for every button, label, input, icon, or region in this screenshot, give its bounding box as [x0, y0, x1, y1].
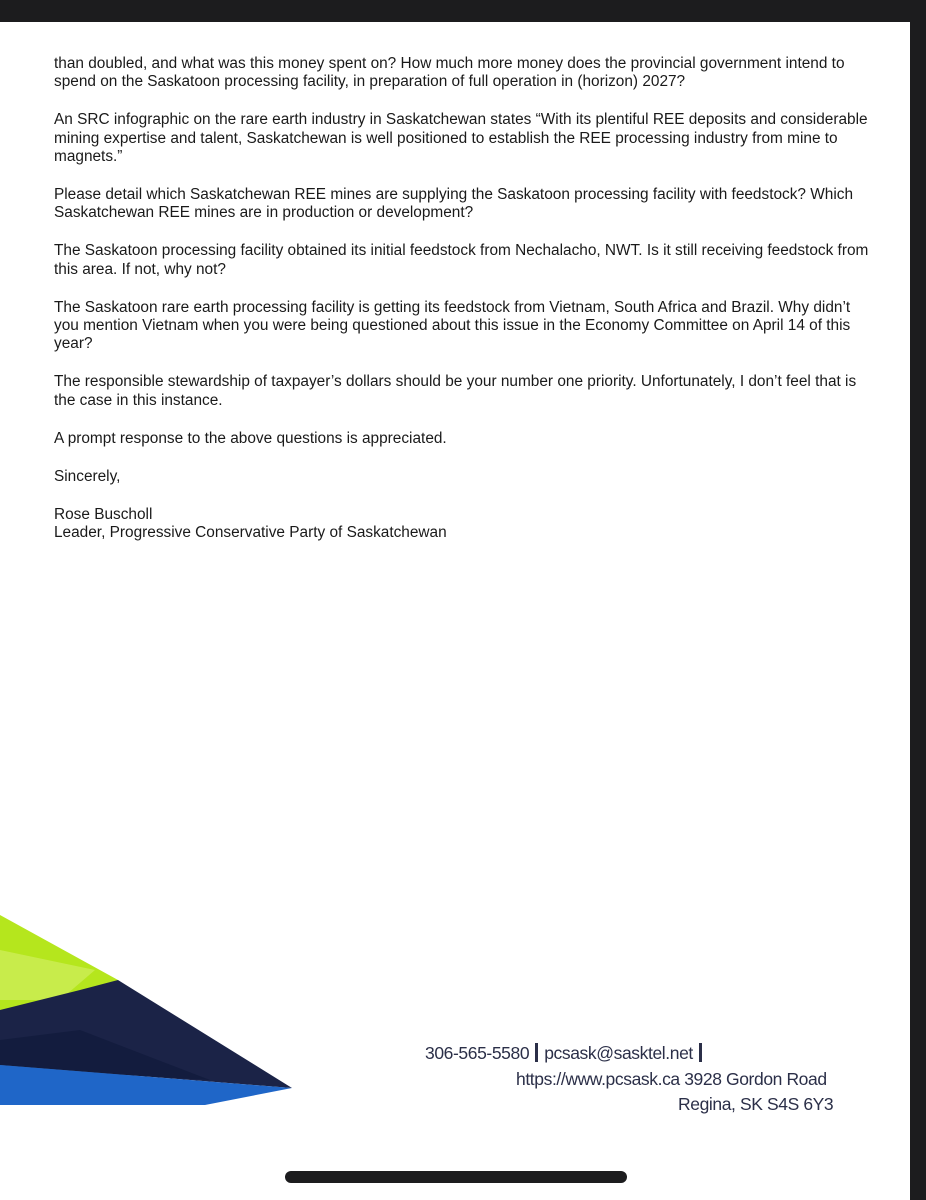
website-link[interactable]: https://www.pcsask.ca	[516, 1069, 680, 1089]
top-bar	[0, 0, 926, 22]
contact-line-3: Regina, SK S4S 6Y3	[678, 1094, 834, 1114]
home-indicator[interactable]	[285, 1171, 627, 1183]
signer-name: Rose Buscholl	[54, 506, 153, 524]
paragraph-6: The responsible stewardship of taxpayer’s dollars should be your number one priority. Unfortunately, I don’t feel that is the case in this instance.	[54, 373, 857, 409]
paragraph-5: The Saskatoon rare earth processing facility is getting its feedstock from Vietnam, South Africa and Brazil. Why didn’t you mention Vietnam when you were being questioned about this issue in the Economy Committee on April 14 of this year?	[54, 298, 851, 353]
paragraph-3: Please detail which Saskatchewan REE mines are supplying the Saskatoon processing facility with feedstock? Which Saskatchewan REE mines are in production or development?	[54, 186, 854, 222]
letterhead-graphic	[0, 890, 300, 1120]
paragraph-1: than doubled, and what was this money spent on? How much more money does the provincial government intend to spend on the Saskatoon processing facility, in preparation of full operation in (horizon) 2027?	[54, 55, 845, 91]
paragraph-2: An SRC infographic on the rare earth industry in Saskatchewan states “With its plentiful REE deposits and considerable mining expertise and talent, Saskatchewan is well positioned to establish the REE processing industry from mine to magnets.”	[54, 111, 868, 165]
paragraph-4: The Saskatoon processing facility obtained its initial feedstock from Nechalacho, NWT. Is it still receiving feedstock from this area. If not, why not?	[54, 242, 869, 278]
street-address: 3928 Gordon Road	[684, 1069, 827, 1089]
separator	[535, 1043, 538, 1062]
closing: Sincerely,	[54, 468, 121, 486]
phone: 306-565-5580	[425, 1043, 530, 1063]
contact-line-1	[425, 1043, 708, 1064]
viewer-edge	[910, 22, 926, 1200]
email[interactable]: pcsask@sasktel.net	[544, 1043, 693, 1063]
letter-body	[54, 55, 874, 543]
contact-line-2	[516, 1069, 827, 1090]
paragraph-7: A prompt response to the above questions is appreciated.	[54, 429, 447, 447]
signer-title: Leader, Progressive Conservative Party of Saskatchewan	[54, 524, 447, 542]
separator	[699, 1043, 702, 1062]
